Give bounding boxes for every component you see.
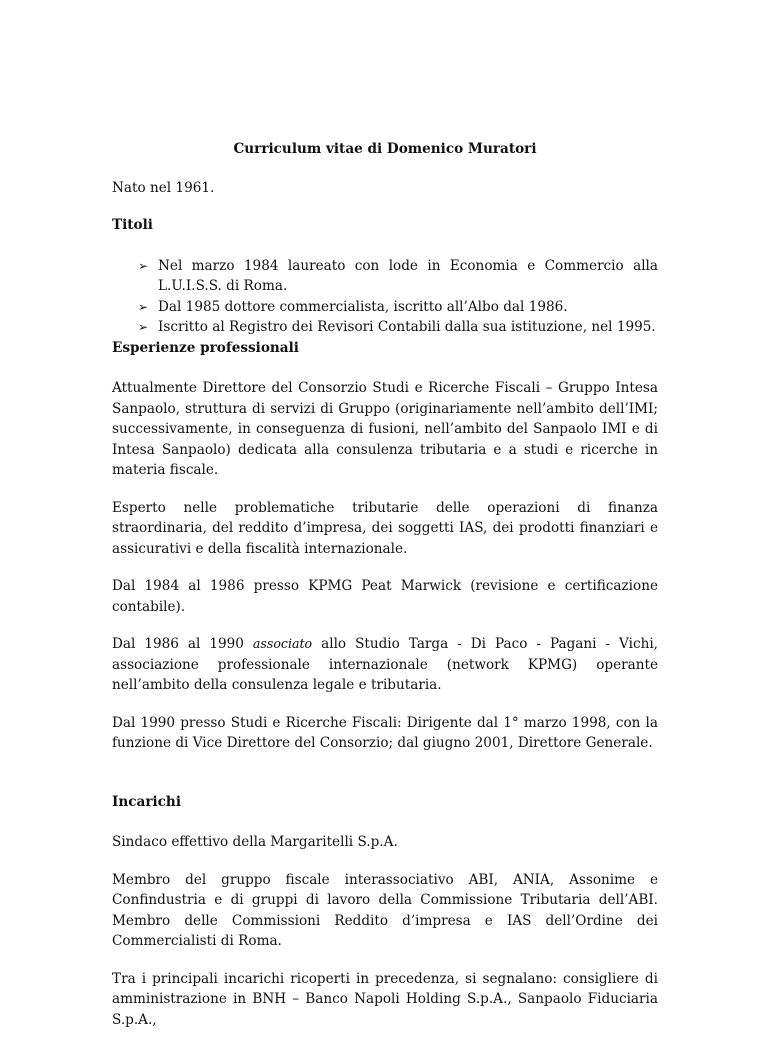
esperienze-paragraph-2: Esperto nelle problematiche tributarie delle operazioni di finanza straordinaria, del reddito d’impresa, dei soggetti IAS, dei prodotti finanziari e assicurativi e della fiscalità internazionale.	[112, 499, 658, 557]
arrow-bullet-icon: ➢	[138, 299, 149, 314]
paragraph-text: allo Studio Targa - Di Paco - Pagani - Vichi, associazione professionale internazionale (network KPMG) operante nell’ambito della consulenza legale e tributaria.	[112, 636, 659, 693]
paragraph-text: Dal 1986 al 1990	[112, 636, 253, 652]
section-heading-titoli: Titoli	[112, 217, 153, 233]
list-item	[138, 297, 658, 318]
incarichi-paragraph-3: Tra i principali incarichi ricoperti in precedenza, si segnalano: consigliere di amministrazione in BNH – Banco Napoli Holding S.p.A., Sanpaolo Fiduciaria S.p.A.,	[112, 970, 658, 1028]
arrow-bullet-icon: ➢	[138, 258, 149, 273]
esperienze-paragraph-4	[112, 634, 658, 696]
list-item	[138, 256, 658, 297]
incarichi-paragraph-2: Membro del gruppo fiscale interassociativo ABI, ANIA, Assonime e Confindustria e di gruppi di lavoro della Commissione Tributaria dell’ABI. Membro delle Commissioni Reddito d’impresa e IAS dell’Ordine dei Commercialisti di Roma.	[112, 871, 658, 949]
esperienze-paragraph-5: Dal 1990 presso Studi e Ricerche Fiscali: Dirigente dal 1° marzo 1998, con la funzione di Vice Direttore del Consorzio; dal giugno 2001, Direttore Generale.	[112, 714, 658, 751]
esperienze-paragraph-1: Attualmente Direttore del Consorzio Studi e Ricerche Fiscali – Gruppo Intesa Sanpaolo, struttura di servizi di Gruppo (originariamente nell’ambito dell’IMI; successivamente, in conseguenza di fusioni, nell’ambito del Sanpaolo IMI e di Intesa Sanpaolo) dedicata alla consulenza tributaria e a studi e ricerche in materia fiscale.	[112, 380, 658, 478]
titoli-list	[112, 256, 658, 338]
list-item-text: Iscritto al Registro dei Revisori Contabili dalla sua istituzione, nel 1995.	[158, 319, 656, 335]
list-item	[138, 317, 658, 338]
incarichi-paragraph-1: Sindaco effettivo della Margaritelli S.p.A.	[112, 834, 398, 850]
italic-term: associato	[252, 636, 313, 651]
document-title: Curriculum vitae di Domenico Muratori	[233, 141, 537, 157]
section-heading-incarichi: Incarichi	[112, 793, 181, 810]
esperienze-paragraph-3: Dal 1984 al 1986 presso KPMG Peat Marwick (revisione e certificazione contabile).	[112, 578, 658, 615]
arrow-bullet-icon: ➢	[138, 320, 149, 334]
list-item-text: Nel marzo 1984 laureato con lode in Economia e Commercio alla L.U.I.S.S. di Roma.	[158, 257, 658, 294]
document-body	[112, 139, 658, 1047]
birth-line: Nato nel 1961.	[112, 179, 215, 196]
section-heading-esperienze: Esperienze professionali	[112, 339, 299, 356]
list-item-text: Dal 1985 dottore commercialista, iscritto all’Albo dal 1986.	[158, 298, 568, 315]
